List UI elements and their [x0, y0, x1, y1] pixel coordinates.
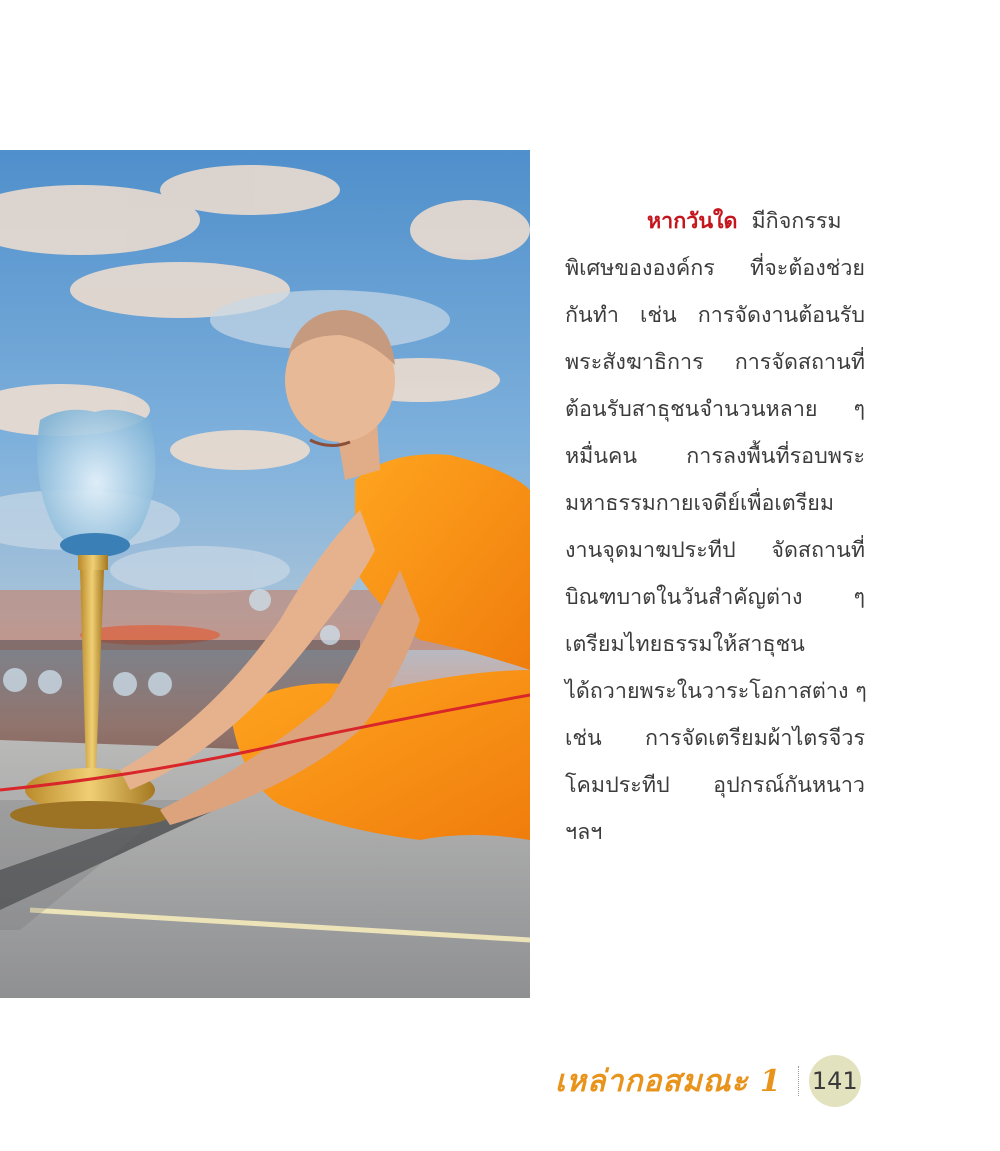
paragraph-line: ต้อนรับสาธุชนจำนวนหลาย ๆ — [565, 397, 865, 422]
paragraph-line: งานจุดมาฆประทีป จัดสถานที่ — [565, 538, 865, 563]
paragraph-line: หมื่นคน การลงพื้นที่รอบพระ — [565, 444, 865, 469]
paragraph-line: บิณฑบาตในวันสำคัญต่าง ๆ — [565, 585, 865, 610]
paragraph-line: มหาธรรมกายเจดีย์เพื่อเตรียม — [565, 491, 835, 516]
paragraph-line: หากวันใด มีกิจกรรม — [647, 209, 842, 234]
book-title: เหล่ากอสมณะ 1 — [555, 1063, 782, 1099]
lead-phrase: หากวันใด — [647, 209, 738, 234]
paragraph-line: พิเศษขององค์กร ที่จะต้องช่วย — [565, 256, 865, 281]
paragraph-line: พระสังฆาธิการ การจัดสถานที่ — [565, 350, 865, 375]
page-footer — [555, 1055, 861, 1107]
photo-novice-monk-lamp — [0, 150, 530, 998]
footer-divider — [798, 1066, 799, 1096]
paragraph-line: กันทำ เช่น การจัดงานต้อนรับ — [565, 303, 865, 328]
paragraph-line: ได้ถวายพระในวาระโอกาสต่าง ๆ — [565, 679, 867, 704]
paragraph-line: เตรียมไทยธรรมให้สาธุชน — [565, 632, 805, 657]
paragraph-line: เช่น การจัดเตรียมผ้าไตรจีวร — [565, 726, 865, 751]
body-paragraph — [565, 198, 865, 856]
paragraph-line: โคมประทีป อุปกรณ์กันหนาว — [565, 773, 865, 798]
page-number: 141 — [809, 1055, 861, 1107]
paragraph-line: ฯลฯ — [565, 820, 603, 845]
